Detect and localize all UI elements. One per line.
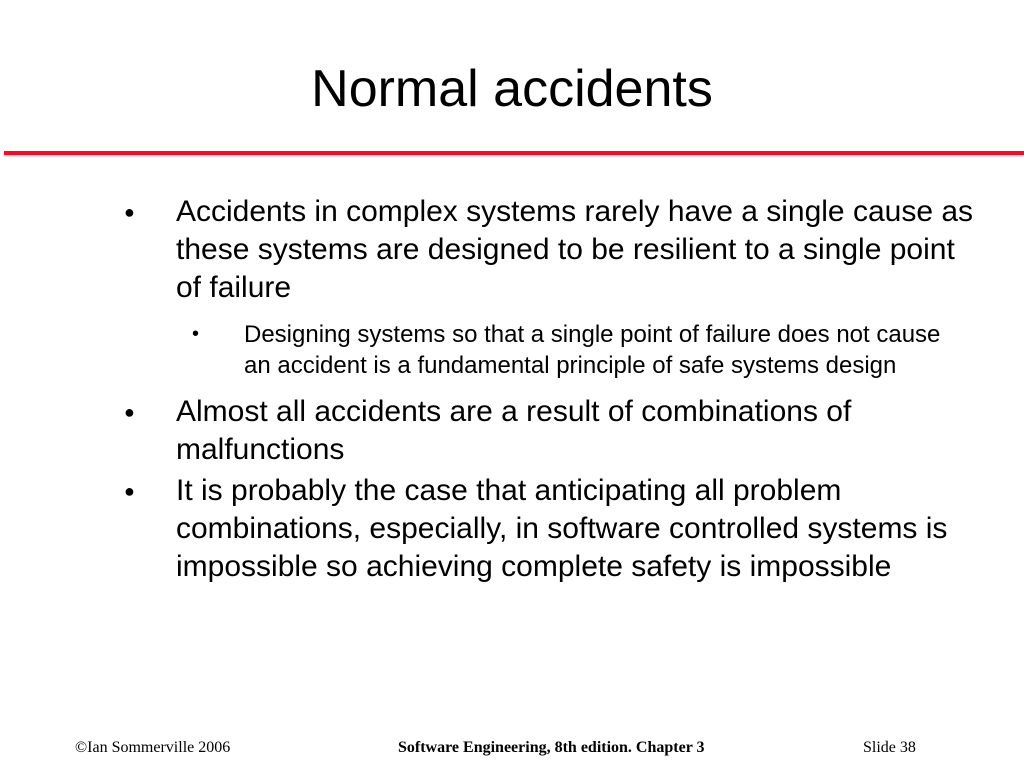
bullet-text: Accidents in complex systems rarely have a single cause as these systems are designed to be resilient to a single point of failure [176, 195, 974, 304]
bullet-item [0, 393, 976, 469]
slide-body [0, 193, 1024, 586]
footer-book-title: Software Engineering, 8th edition. Chapter 3 [398, 739, 705, 756]
bullet-item [0, 472, 976, 586]
title-divider [4, 151, 1024, 155]
bullet-dot-icon: ● [124, 202, 135, 222]
bullet-dot-icon: ● [124, 402, 135, 422]
sub-bullet-item [0, 319, 964, 381]
footer-copyright: ©Ian Sommerville 2006 [75, 739, 231, 756]
sub-bullet-dot-icon: • [192, 323, 200, 345]
sub-bullet-text: Designing systems so that a single point of failure does not cause an accident is a fundamental principle of safe systems design [244, 321, 941, 379]
bullet-dot-icon: ● [124, 481, 135, 501]
footer-slide-number: Slide 38 [863, 739, 916, 756]
bullet-text: It is probably the case that anticipating all problem combinations, especially, in software controlled systems is impossible so achieving complete safety is impossible [176, 474, 948, 583]
bullet-text: Almost all accidents are a result of combinations of malfunctions [176, 395, 852, 466]
slide-title: Normal accidents [311, 60, 713, 118]
bullet-item [0, 193, 976, 307]
